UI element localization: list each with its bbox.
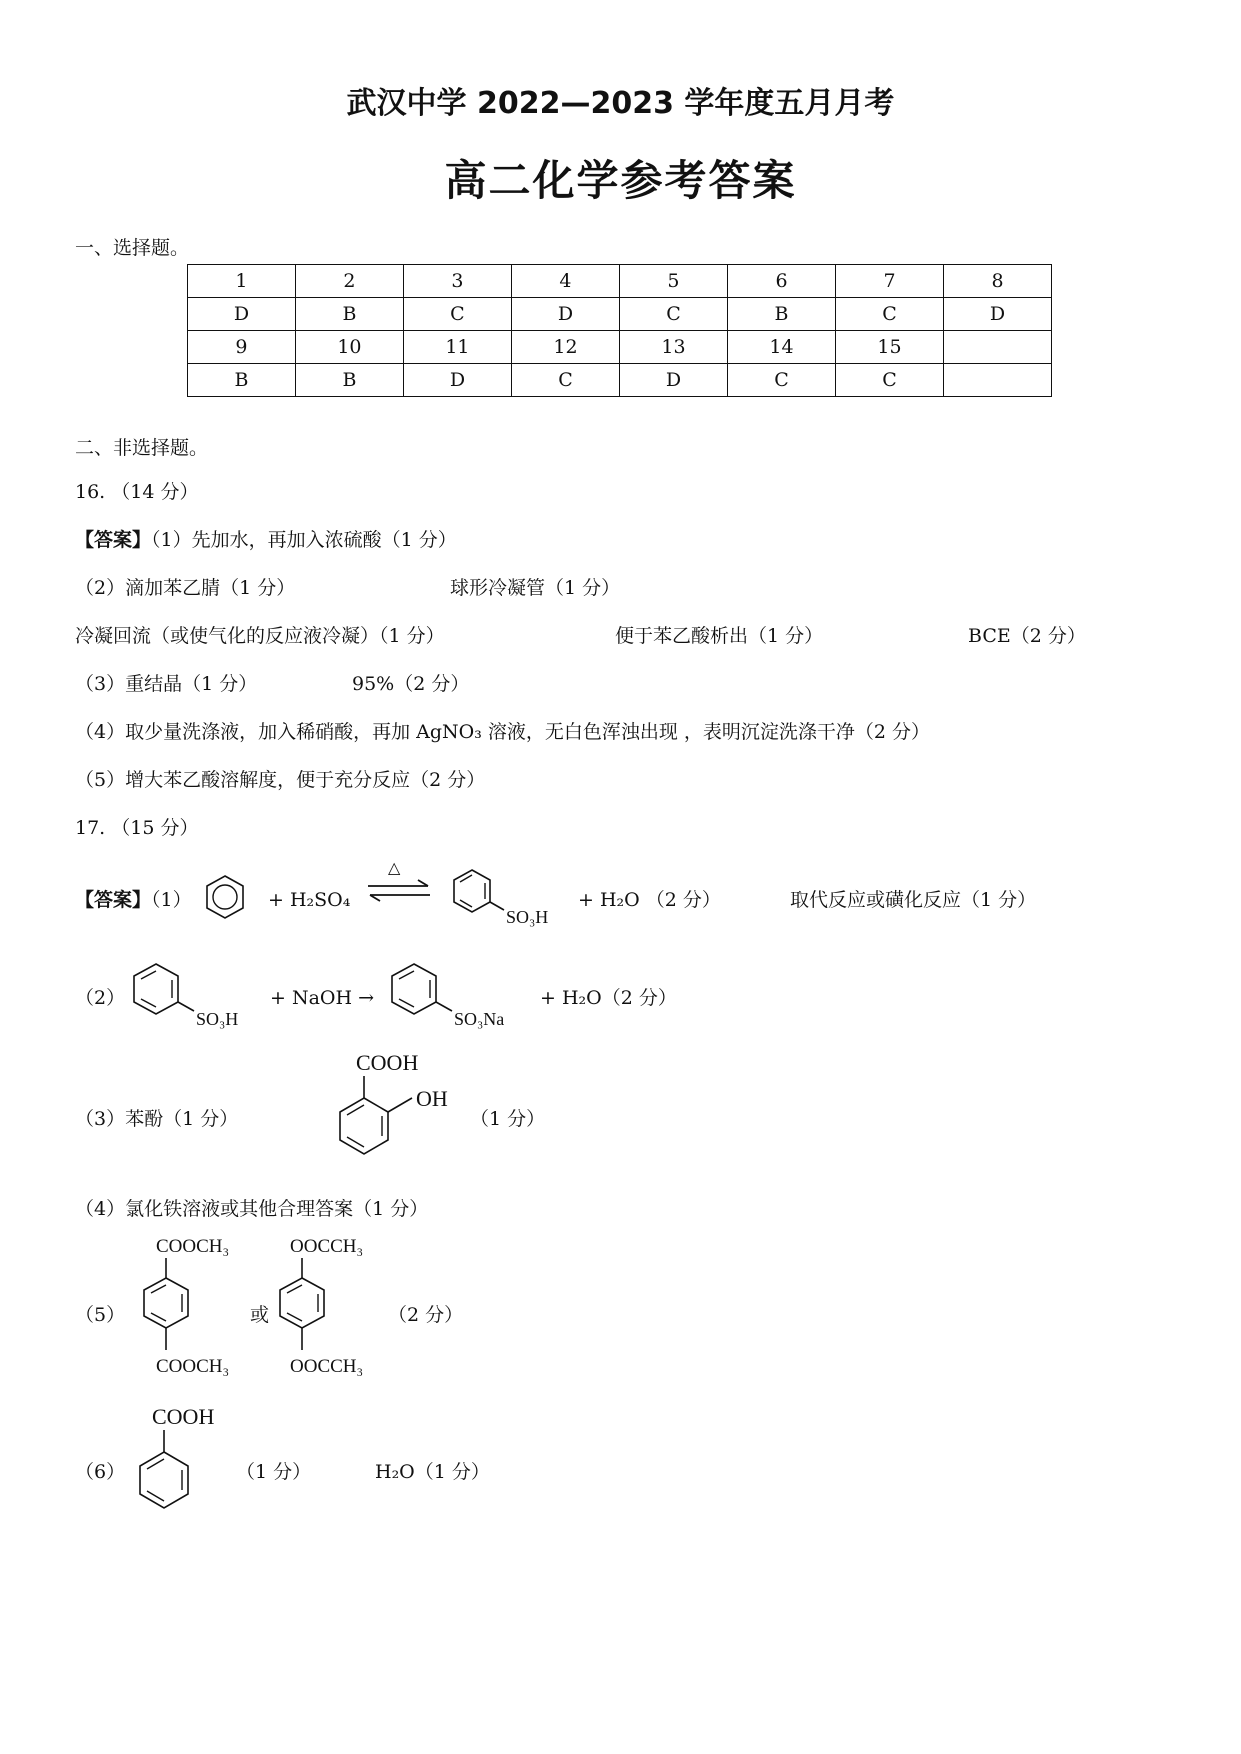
- q16-part2c: 冷凝回流（或使气化的反应液冷凝）（1 分）: [75, 625, 445, 647]
- table-cell: 15: [836, 331, 944, 364]
- table-cell: D: [403, 364, 511, 397]
- document-subtitle: 高二化学参考答案: [444, 156, 797, 205]
- q16-part4: （4）取少量洗涤液，加入稀硝酸，再加 AgNO₃ 溶液，无白色浑浊出现 ，表明沉淀洗涤干净（2 分）: [75, 721, 931, 743]
- so3h-group: SO₃H: [196, 1009, 239, 1029]
- q16-part2e: BCE（2 分）: [968, 625, 1086, 647]
- table-cell: 4: [511, 265, 619, 298]
- benzenesulfonic-acid-structure: [452, 868, 562, 932]
- table-cell: C: [619, 298, 727, 331]
- answer-tag: 【答案】: [75, 529, 152, 551]
- answer-tag: 【答案】: [75, 889, 152, 911]
- q17-part4: （4）氯化铁溶液或其他合理答案（1 分）: [75, 1198, 429, 1220]
- q17-p2-naoh: + NaOH →: [270, 987, 375, 1009]
- ooccch3-top: OOCCH₃: [290, 1236, 364, 1257]
- q17-part1-label: [75, 888, 192, 912]
- table-cell: 10: [295, 331, 403, 364]
- q16-part2b: 球形冷凝管（1 分）: [450, 577, 621, 599]
- table-row: [188, 364, 1052, 397]
- answer-table: [187, 264, 1052, 397]
- table-cell: B: [295, 298, 403, 331]
- q16-part1: [75, 528, 457, 552]
- dimethyl-terephthalate-structure: [138, 1232, 258, 1392]
- q16-part2d: 便于苯乙酸析出（1 分）: [615, 625, 824, 647]
- section2-heading: 二、非选择题。: [75, 437, 209, 459]
- table-row: [188, 331, 1052, 364]
- table-cell: C: [403, 298, 511, 331]
- coocch3-bottom: COOCH₃: [156, 1356, 230, 1377]
- q16-p1-text: （1）先加水，再加入浓硫酸（1 分）: [151, 529, 457, 551]
- cooh-group: COOH: [356, 1050, 419, 1075]
- table-cell: C: [836, 364, 944, 397]
- table-cell: 14: [727, 331, 835, 364]
- table-cell: B: [295, 364, 403, 397]
- table-cell: 3: [403, 265, 511, 298]
- table-cell: 11: [403, 331, 511, 364]
- table-row: [188, 298, 1052, 331]
- table-cell: 6: [727, 265, 835, 298]
- q17-p5-or: 或: [250, 1304, 270, 1326]
- table-cell: 9: [188, 331, 296, 364]
- q17-title: 17. （15 分）: [75, 817, 199, 839]
- q17-p3-score: （1 分）: [470, 1108, 546, 1130]
- document-title: 武汉中学 2022—2023 学年度五月月考: [346, 86, 895, 121]
- table-cell: D: [188, 298, 296, 331]
- table-cell: B: [727, 298, 835, 331]
- table-cell: 13: [619, 331, 727, 364]
- sodium-benzenesulfonate-structure: [390, 962, 530, 1032]
- table-cell: 1: [188, 265, 296, 298]
- q17-p6-label: （6）: [75, 1461, 126, 1483]
- table-cell: [944, 331, 1052, 364]
- table-cell: 7: [836, 265, 944, 298]
- section1-heading: 一、选择题。: [75, 237, 190, 259]
- table-cell: 12: [511, 331, 619, 364]
- salicylic-acid-structure: [330, 1048, 470, 1178]
- table-cell: C: [511, 364, 619, 397]
- q17-p6-score: （1 分）: [236, 1461, 312, 1483]
- q16-part5: （5）增大苯乙酸溶解度，便于充分反应（2 分）: [75, 769, 486, 791]
- q17-p1-label: （1）: [151, 889, 192, 911]
- table-cell: 8: [944, 265, 1052, 298]
- so3na-group: SO₃Na: [454, 1009, 505, 1029]
- table-cell: B: [188, 364, 296, 397]
- table-cell: C: [727, 364, 835, 397]
- table-cell: C: [836, 298, 944, 331]
- q17-p6-h2o: H₂O（1 分）: [375, 1461, 490, 1483]
- table-cell: D: [619, 364, 727, 397]
- ooccch3-bottom: OOCCH₃: [290, 1356, 364, 1377]
- table-row: [188, 265, 1052, 298]
- table-cell: 5: [619, 265, 727, 298]
- table-cell: D: [944, 298, 1052, 331]
- equilibrium-arrow: [366, 880, 432, 902]
- benzene-ring: [205, 874, 245, 920]
- benzenesulfonic-acid-structure: [132, 962, 252, 1032]
- q17-p5-score: （2 分）: [388, 1304, 464, 1326]
- table-cell: 2: [295, 265, 403, 298]
- q16-title: 16. （14 分）: [75, 481, 199, 503]
- q17-p5-label: （5）: [75, 1304, 126, 1326]
- q17-p1-h2o: + H₂O （2 分）: [578, 889, 721, 911]
- so3h-group: SO₃H: [506, 907, 549, 927]
- hydroquinone-diacetate-structure: [272, 1232, 392, 1392]
- coocch3-top: COOCH₃: [156, 1236, 230, 1257]
- table-cell: [944, 364, 1052, 397]
- oh-group: OH: [416, 1086, 448, 1111]
- benzoic-acid-structure: [132, 1402, 252, 1532]
- q17-p1-type: 取代反应或磺化反应（1 分）: [790, 889, 1037, 911]
- cooh-group: COOH: [152, 1404, 215, 1429]
- q17-p2-h2o: + H₂O（2 分）: [540, 987, 677, 1009]
- q17-p1-h2so4: + H₂SO₄: [268, 889, 351, 911]
- table-cell: D: [511, 298, 619, 331]
- q16-part3b: 95%（2 分）: [352, 673, 470, 695]
- q17-p3-label: （3）苯酚（1 分）: [75, 1108, 239, 1130]
- q16-part2a: （2）滴加苯乙腈（1 分）: [75, 577, 296, 599]
- q17-p2-label: （2）: [75, 987, 126, 1009]
- heat-symbol: △: [388, 858, 401, 877]
- q16-part3a: （3）重结晶（1 分）: [75, 673, 258, 695]
